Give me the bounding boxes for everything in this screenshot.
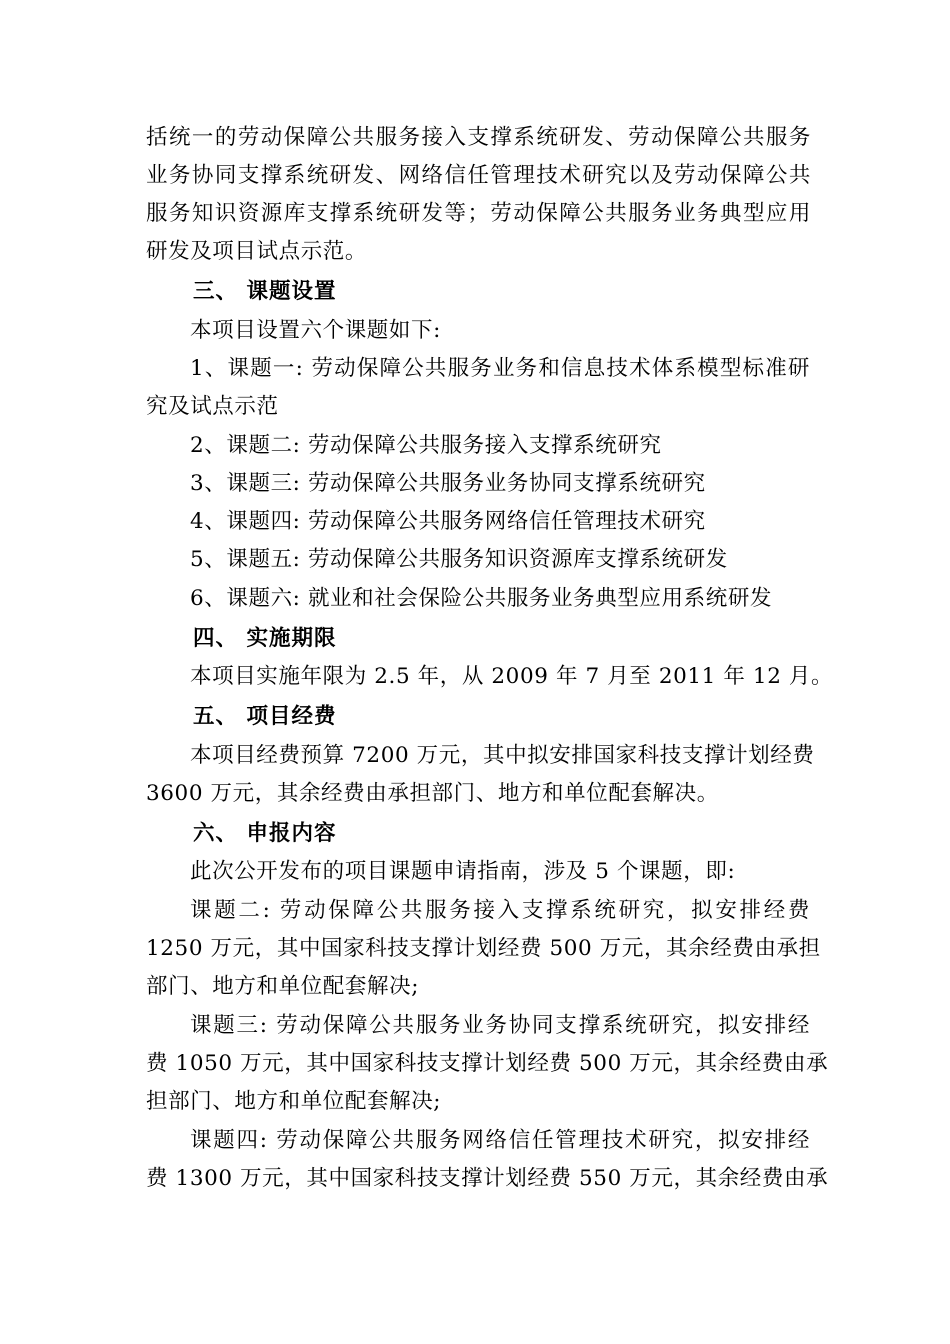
topic-6: 6、课题六: 就业和社会保险公共服务业务典型应用系统研发	[190, 586, 773, 611]
section6-intro: 此次公开发布的项目课题申请指南，涉及 5 个课题，即:	[190, 859, 736, 884]
topic-5: 5、课题五: 劳动保障公共服务知识资源库支撑系统研发	[190, 547, 728, 572]
application-topic-3-line-2: 费 1050 万元，其中国家科技支撑计划经费 500 万元，其余经费由承	[146, 1051, 829, 1076]
application-topic-3-line-1: 课题三: 劳动保障公共服务业务协同支撑系统研究，拟安排经	[190, 1013, 810, 1038]
intro-line-1: 括统一的劳动保障公共服务接入支撑系统研发、劳动保障公共服务	[146, 125, 811, 150]
section-heading-4: 四、 实施期限	[193, 626, 337, 651]
application-topic-2-line-2: 1250 万元，其中国家科技支撑计划经费 500 万元，其余经费由承担	[146, 936, 821, 961]
section5-line-1: 本项目经费预算 7200 万元，其中拟安排国家科技支撑计划经费	[190, 743, 815, 768]
application-topic-2-line-3: 部门、地方和单位配套解决;	[146, 974, 420, 999]
section-heading-3: 三、 课题设置	[193, 279, 337, 304]
intro-line-4: 研发及项目试点示范。	[146, 239, 368, 264]
intro-line-3: 服务知识资源库支撑系统研发等；劳动保障公共服务业务典型应用	[146, 201, 811, 226]
topic-3: 3、课题三: 劳动保障公共服务业务协同支撑系统研究	[190, 471, 706, 496]
section-heading-5: 五、 项目经费	[193, 704, 337, 729]
topic-4: 4、课题四: 劳动保障公共服务网络信任管理技术研究	[190, 509, 706, 534]
application-topic-4-line-2: 费 1300 万元，其中国家科技支撑计划经费 550 万元，其余经费由承	[146, 1166, 829, 1191]
application-topic-4-line-1: 课题四: 劳动保障公共服务网络信任管理技术研究，拟安排经	[190, 1128, 810, 1153]
section4-text: 本项目实施年限为 2.5 年，从 2009 年 7 月至 2011 年 12 月。	[190, 664, 834, 689]
section5-line-2: 3600 万元，其余经费由承担部门、地方和单位配套解决。	[146, 781, 719, 806]
topic-1-line-2: 究及试点示范	[146, 394, 279, 419]
topic-1-line-1: 1、课题一: 劳动保障公共服务业务和信息技术体系模型标准研	[190, 356, 810, 381]
application-topic-2-line-1: 课题二: 劳动保障公共服务接入支撑系统研究，拟安排经费	[190, 898, 810, 923]
section-heading-6: 六、 申报内容	[193, 821, 337, 846]
section3-intro: 本项目设置六个课题如下:	[190, 318, 441, 343]
topic-2: 2、课题二: 劳动保障公共服务接入支撑系统研究	[190, 433, 662, 458]
application-topic-3-line-3: 担部门、地方和单位配套解决;	[146, 1089, 442, 1114]
intro-line-2: 业务协同支撑系统研发、网络信任管理技术研究以及劳动保障公共	[146, 163, 811, 188]
